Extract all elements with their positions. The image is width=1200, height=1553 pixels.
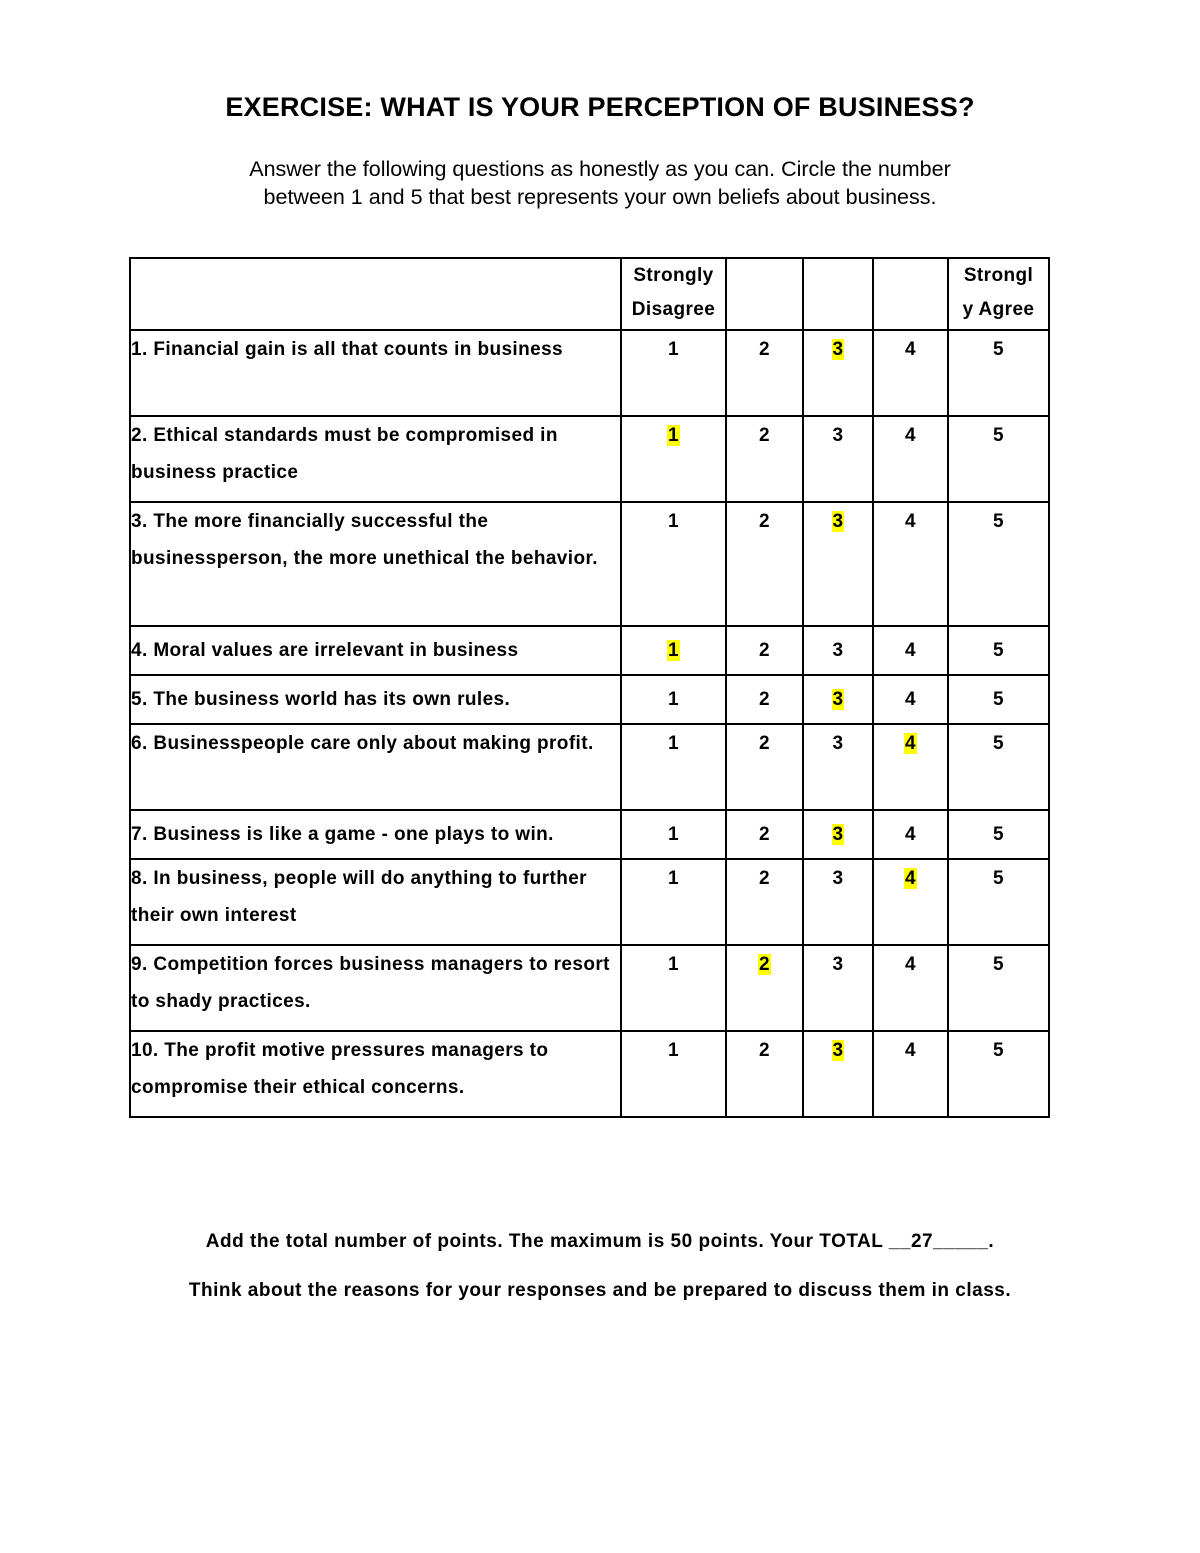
rating-cell-3[interactable]: [803, 675, 873, 724]
rating-cell-4[interactable]: [873, 945, 948, 1031]
rating-option: 5: [993, 640, 1004, 661]
rating-option: 2: [759, 339, 770, 360]
header-strongly-agree: [948, 258, 1049, 330]
rating-cell-1[interactable]: [621, 724, 726, 810]
question-text: 3. The more financially successful the businessperson, the more unethical the behavior.: [130, 502, 621, 626]
rating-cell-1[interactable]: [621, 810, 726, 859]
selected-rating: 2: [759, 954, 770, 975]
rating-cell-2[interactable]: [726, 416, 803, 502]
header-strongly-disagree-line-1: Strongly: [633, 265, 714, 286]
rating-cell-5[interactable]: [948, 330, 1049, 416]
rating-option: 4: [905, 689, 916, 710]
rating-cell-3[interactable]: [803, 859, 873, 945]
rating-cell-2[interactable]: [726, 945, 803, 1031]
rating-option: 4: [905, 511, 916, 532]
rating-cell-2[interactable]: [726, 330, 803, 416]
rating-cell-4[interactable]: [873, 724, 948, 810]
rating-option: 3: [832, 640, 844, 661]
rating-option: 4: [905, 824, 916, 845]
question-text: 2. Ethical standards must be compromised in business practice: [130, 416, 621, 502]
rating-cell-1[interactable]: [621, 502, 726, 626]
rating-cell-5[interactable]: [948, 945, 1049, 1031]
rating-cell-3[interactable]: [803, 810, 873, 859]
rating-cell-5[interactable]: [948, 724, 1049, 810]
rating-option: 1: [668, 689, 679, 710]
header-blank-4: [873, 258, 948, 330]
rating-cell-3[interactable]: [803, 945, 873, 1031]
rating-option: 2: [759, 733, 770, 754]
rating-cell-1[interactable]: [621, 945, 726, 1031]
rating-cell-5[interactable]: [948, 626, 1049, 675]
selected-rating: 3: [832, 339, 844, 360]
rating-option: 2: [759, 640, 770, 661]
instructions: [150, 155, 1050, 211]
header-row: [130, 258, 1049, 330]
rating-cell-5[interactable]: [948, 1031, 1049, 1117]
question-row: [130, 945, 1049, 1031]
selected-rating: 1: [668, 640, 679, 661]
question-row: [130, 502, 1049, 626]
rating-option: 2: [759, 1040, 770, 1061]
survey-body: [130, 258, 1049, 1117]
rating-cell-2[interactable]: [726, 626, 803, 675]
instructions-line-2: between 1 and 5 that best represents your own beliefs about business.: [263, 185, 937, 209]
rating-option: 4: [905, 425, 916, 446]
question-row: [130, 1031, 1049, 1117]
question-text: 9. Competition forces business managers to resort to shady practices.: [130, 945, 621, 1031]
rating-cell-3[interactable]: [803, 724, 873, 810]
rating-option: 5: [993, 689, 1004, 710]
rating-cell-5[interactable]: [948, 810, 1049, 859]
rating-option: 5: [993, 1040, 1004, 1061]
rating-option: 2: [759, 868, 770, 889]
rating-option: 1: [668, 511, 679, 532]
question-text: 5. The business world has its own rules.: [130, 675, 621, 724]
rating-option: 1: [668, 733, 679, 754]
rating-option: 5: [993, 339, 1004, 360]
rating-option: 2: [759, 425, 770, 446]
question-text: 10. The profit motive pressures managers to compromise their ethical concerns.: [130, 1031, 621, 1117]
rating-option: 5: [993, 425, 1004, 446]
rating-option: 2: [759, 511, 770, 532]
question-text: 1. Financial gain is all that counts in business: [130, 330, 621, 416]
header-blank-3: [803, 258, 873, 330]
rating-cell-5[interactable]: [948, 416, 1049, 502]
rating-cell-5[interactable]: [948, 502, 1049, 626]
rating-option: 4: [905, 640, 916, 661]
rating-option: 3: [832, 425, 844, 446]
rating-option: 1: [668, 868, 679, 889]
discussion-instruction: Think about the reasons for your responses and be prepared to discuss them in class.: [188, 1280, 1012, 1301]
rating-cell-4[interactable]: [873, 416, 948, 502]
rating-cell-3[interactable]: [803, 330, 873, 416]
selected-rating: 4: [905, 733, 916, 754]
rating-option: 1: [668, 1040, 679, 1061]
rating-option: 2: [759, 824, 770, 845]
rating-cell-2[interactable]: [726, 1031, 803, 1117]
question-text: 6. Businesspeople care only about making profit.: [130, 724, 621, 810]
selected-rating: 1: [668, 425, 679, 446]
header-blank-2: [726, 258, 803, 330]
rating-cell-4[interactable]: [873, 502, 948, 626]
question-row: [130, 330, 1049, 416]
header-question-cell: [130, 258, 621, 330]
rating-cell-2[interactable]: [726, 502, 803, 626]
question-row: [130, 626, 1049, 675]
header-strongly-agree-line-1: Strongl: [963, 265, 1034, 286]
rating-cell-1[interactable]: [621, 330, 726, 416]
rating-cell-4[interactable]: [873, 330, 948, 416]
rating-cell-1[interactable]: [621, 626, 726, 675]
rating-cell-1[interactable]: [621, 859, 726, 945]
question-row: [130, 724, 1049, 810]
selected-rating: 3: [832, 824, 844, 845]
selected-rating: 3: [832, 511, 844, 532]
rating-cell-3[interactable]: [803, 1031, 873, 1117]
perception-survey-table: [129, 257, 1050, 1118]
header-strongly-disagree: [621, 258, 726, 330]
rating-cell-2[interactable]: [726, 810, 803, 859]
question-row: [130, 859, 1049, 945]
question-text: 8. In business, people will do anything to further their own interest: [130, 859, 621, 945]
rating-option: 1: [668, 339, 679, 360]
rating-cell-3[interactable]: [803, 416, 873, 502]
page-title: EXERCISE: WHAT IS YOUR PERCEPTION OF BUSINESS?: [225, 92, 975, 122]
question-text: 7. Business is like a game - one plays to win.: [130, 810, 621, 859]
rating-cell-2[interactable]: [726, 724, 803, 810]
rating-cell-3[interactable]: [803, 502, 873, 626]
rating-option: 3: [832, 733, 844, 754]
rating-option: 5: [993, 868, 1004, 889]
rating-option: 5: [993, 511, 1004, 532]
question-row: [130, 675, 1049, 724]
rating-cell-1[interactable]: [621, 675, 726, 724]
rating-cell-1[interactable]: [621, 416, 726, 502]
rating-option: 1: [668, 954, 679, 975]
rating-option: 3: [832, 868, 844, 889]
selected-rating: 3: [832, 689, 844, 710]
rating-cell-4[interactable]: [873, 810, 948, 859]
total-instruction: Add the total number of points. The maximum is 50 points. Your TOTAL __27_____.: [205, 1231, 995, 1252]
rating-cell-5[interactable]: [948, 675, 1049, 724]
question-row: [130, 810, 1049, 859]
rating-option: 4: [905, 954, 916, 975]
header-strongly-agree-line-2: y Agree: [962, 299, 1035, 320]
rating-option: 5: [993, 733, 1004, 754]
rating-cell-3[interactable]: [803, 626, 873, 675]
question-row: [130, 416, 1049, 502]
header-strongly-disagree-line-2: Disagree: [631, 299, 716, 320]
rating-option: 5: [993, 824, 1004, 845]
rating-option: 2: [759, 689, 770, 710]
rating-option: 1: [668, 824, 679, 845]
rating-option: 4: [905, 339, 916, 360]
rating-cell-4[interactable]: [873, 675, 948, 724]
rating-option: 4: [905, 1040, 916, 1061]
rating-cell-2[interactable]: [726, 859, 803, 945]
rating-option: 3: [832, 954, 844, 975]
rating-cell-4[interactable]: [873, 859, 948, 945]
rating-cell-4[interactable]: [873, 626, 948, 675]
selected-rating: 3: [832, 1040, 844, 1061]
instructions-line-1: Answer the following questions as honestly as you can. Circle the number: [249, 157, 951, 181]
rating-cell-1[interactable]: [621, 1031, 726, 1117]
selected-rating: 4: [905, 868, 916, 889]
rating-option: 5: [993, 954, 1004, 975]
question-text: 4. Moral values are irrelevant in business: [130, 626, 621, 675]
rating-cell-5[interactable]: [948, 859, 1049, 945]
rating-cell-2[interactable]: [726, 675, 803, 724]
rating-cell-4[interactable]: [873, 1031, 948, 1117]
